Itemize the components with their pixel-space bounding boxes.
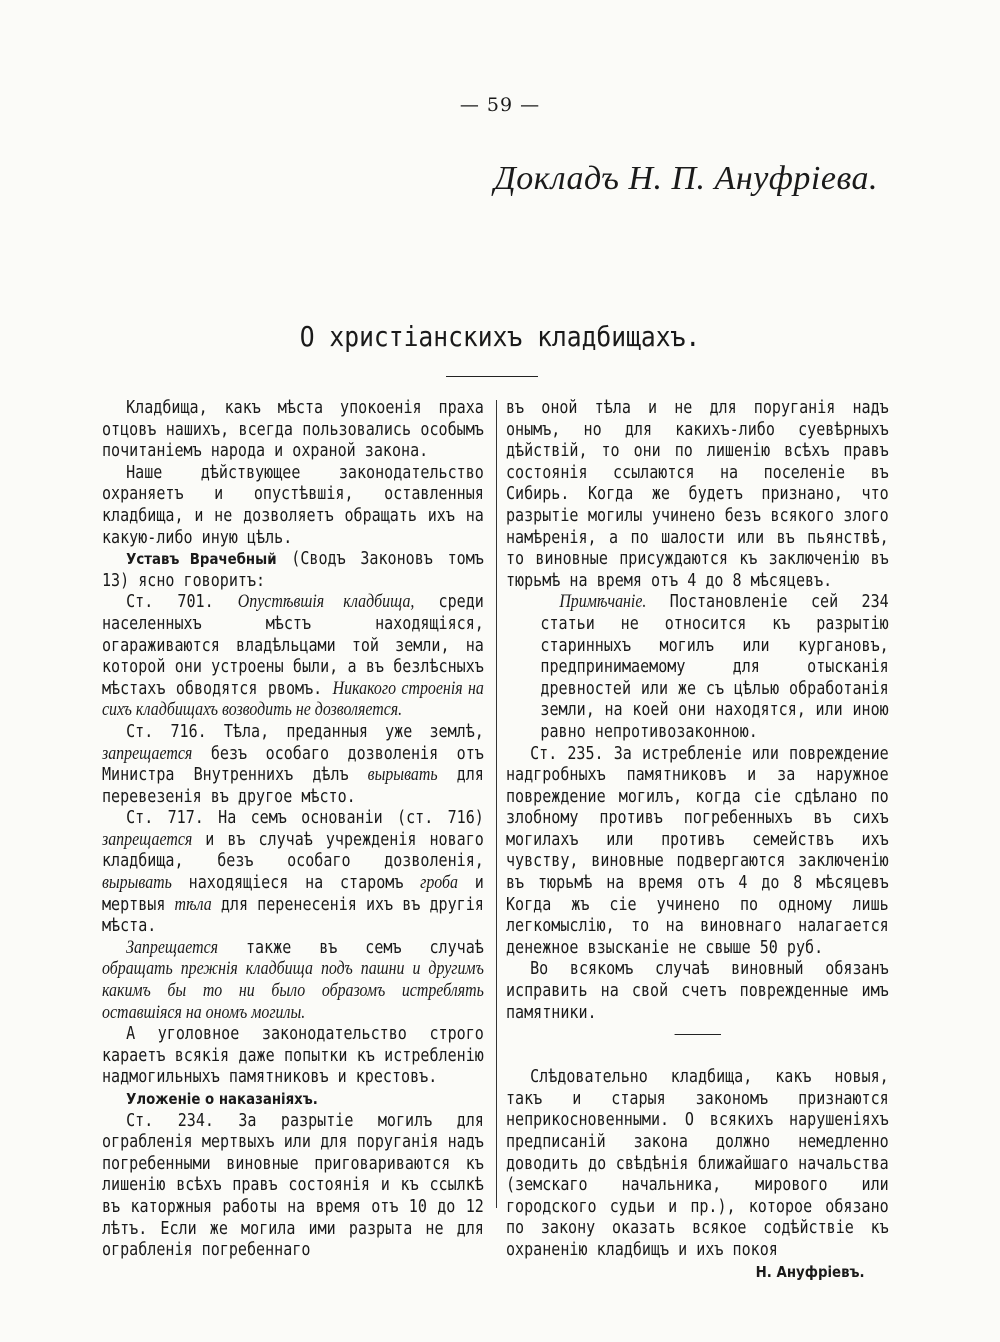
article-716 xyxy=(102,722,484,808)
paragraph xyxy=(102,549,484,592)
text-run: для перевезенія въ другое мѣсто. xyxy=(102,765,484,807)
text-run: безъ особаго дозволенія отъ Министра Внутреннихъ дѣлъ xyxy=(102,743,484,786)
statute-name: Уложеніе о наказаніяхъ. xyxy=(126,1090,318,1108)
text-run: Постановленіе сей 234 статьи не относится къ разрытію старинныхъ могилъ или кургановъ, предпринимаемому для отысканія древностей или же съ цѣлью обработанія земли, на коей они находятся, или иною равно непротивозаконною. xyxy=(540,592,889,742)
italic-run: Опустѣвшія кладбища, xyxy=(237,592,415,613)
left-column xyxy=(102,398,484,1262)
article-235: Ст. 235. За истребленіе или повреждение надгробныхъ памятниковъ и за наружное повреждение могилъ, когда сіе сдѣлано по злобному противъ погребенныхъ въ сихъ могилахъ или противъ семействъ ихъ чувству, виновные подвергаются заключенію въ тюрьмѣ на время отъ 4 до 8 мѣсяцевъ Когда жъ сіе учинено по одному лишь легкомыслію, то на виновнаго налагается денежное взысканіе не свыше 50 руб. xyxy=(506,743,889,958)
conclusion-paragraph: Слѣдовательно кладбища, какъ новыя, такъ и старыя закономъ признаются неприкосновенными. О всякихъ нарушеніяхъ предписаній закона должно немедленно доводить до свѣдѣнія ближайшаго начальства (земскаго начальника, мирового или городского судьи и пр.), которое обязано по закону оказать всякое содѣйствіе къ охраненію кладбищъ и ихъ покоя xyxy=(506,1067,889,1260)
statute-name: Уставъ Врачебный xyxy=(126,550,277,569)
paragraph xyxy=(102,938,484,1024)
text-run: Ст. 701. xyxy=(126,592,238,613)
italic-run: запрещается xyxy=(102,829,193,850)
text-run: среди населенныхъ мѣстъ находящіяся, огараживаются владѣльцами той земли, на которой они устроены были, а въ безлѣсныхъ мѣстахъ обводятся рвомъ. xyxy=(102,592,484,699)
article-title: О христіанскихъ кладбищахъ. xyxy=(299,320,701,353)
page-number: — 59 — xyxy=(459,94,541,116)
column-divider xyxy=(496,400,497,1208)
signature-text: Н. Ануфріевъ. xyxy=(755,1262,865,1281)
right-column xyxy=(506,398,889,1283)
paragraph xyxy=(102,1089,484,1111)
text-run: для перенесенія ихъ въ другія мѣста. xyxy=(102,894,484,937)
article-701 xyxy=(102,592,484,722)
italic-run: вырывать xyxy=(102,873,172,894)
article-234: Ст. 234. За разрытіе могилъ для ограбленія мертвыхъ или для поруганія надъ погребенными виновные приговариваются къ лишенію всѣхъ правъ состоянія и къ ссылкѣ въ каторжныя работы на время отъ 10 до 12 лѣтъ. Если же могила ими разрыта не для ограбленія погребеннаго xyxy=(102,1110,484,1261)
paragraph: Во всякомъ случаѣ виновный обязанъ исправить на свой счетъ поврежденные имъ памятники. xyxy=(506,959,889,1023)
article-717 xyxy=(102,808,484,938)
report-title: Докладъ Н. П. Ануфріева. xyxy=(494,160,878,197)
note-label: Примѣчаніе. xyxy=(559,592,647,613)
italic-run: запрещается xyxy=(102,743,193,764)
text-run: также въ семъ случаѣ xyxy=(218,937,484,958)
italic-run: вырывать xyxy=(367,765,438,786)
text-run: (Сводъ Законовъ томъ 13) ясно говоритъ: xyxy=(102,549,484,591)
note xyxy=(506,592,889,743)
text-run: Ст. 716. Тѣла, преданныя уже землѣ, xyxy=(126,721,484,742)
italic-run: гроба xyxy=(420,873,459,894)
text-run: и въ случаѣ учрежденія новаго кладбища, безъ особаго дозволенія, xyxy=(102,829,484,872)
text-run: и мертвыя xyxy=(102,873,484,915)
italic-run: тѣла xyxy=(174,894,212,915)
text-run: находящіеся на старомъ xyxy=(171,873,421,894)
paragraph: въ оной тѣла и не для поруганія надъ онымъ, но для какихъ-либо суевѣрныхъ дѣйствій, то они по лишенію всѣхъ правъ состоянія ссылаются на поселеніе въ Сибирь. Когда же будетъ признано, что разрытіе могилы учинено безъ всякого злого намѣренія, а по шалости или въ пьянствѣ, то виновные присуждаются къ заключенію въ тюрьмѣ на время отъ 4 до 8 мѣсяцевъ. xyxy=(506,398,889,591)
paragraph: А уголовное законодательство строго караетъ всякія даже попытки къ истребленію надмогильныхъ памятниковъ и крестовъ. xyxy=(102,1024,484,1088)
italic-run: Никакого строенія на сихъ кладбищахъ возводить не дозволяется. xyxy=(102,678,484,721)
title-rule xyxy=(446,376,538,377)
section-rule xyxy=(674,1034,720,1035)
paragraph: Кладбища, какъ мѣста упокоенія праха отцовъ нашихъ, всегда пользовались особымъ почитаніемъ народа и охраной закона. xyxy=(102,398,484,462)
text-run: Ст. 717. На семъ основаніи (ст. 716) xyxy=(126,808,484,829)
italic-run: Запрещается xyxy=(126,937,219,958)
spacer xyxy=(506,1051,889,1067)
italic-run: обращать прежнія кладбища подъ пашни и другимъ какимъ бы то ни было образомъ истреблять оставшіяся на ономъ могилы. xyxy=(102,959,484,1023)
paragraph: Наше дѣйствующее законодательство охраняетъ и опустѣвшія, оставленныя кладбища, и не дозволяетъ обращать ихъ на какую-либо иную цѣль. xyxy=(102,462,484,548)
signature xyxy=(506,1262,889,1284)
